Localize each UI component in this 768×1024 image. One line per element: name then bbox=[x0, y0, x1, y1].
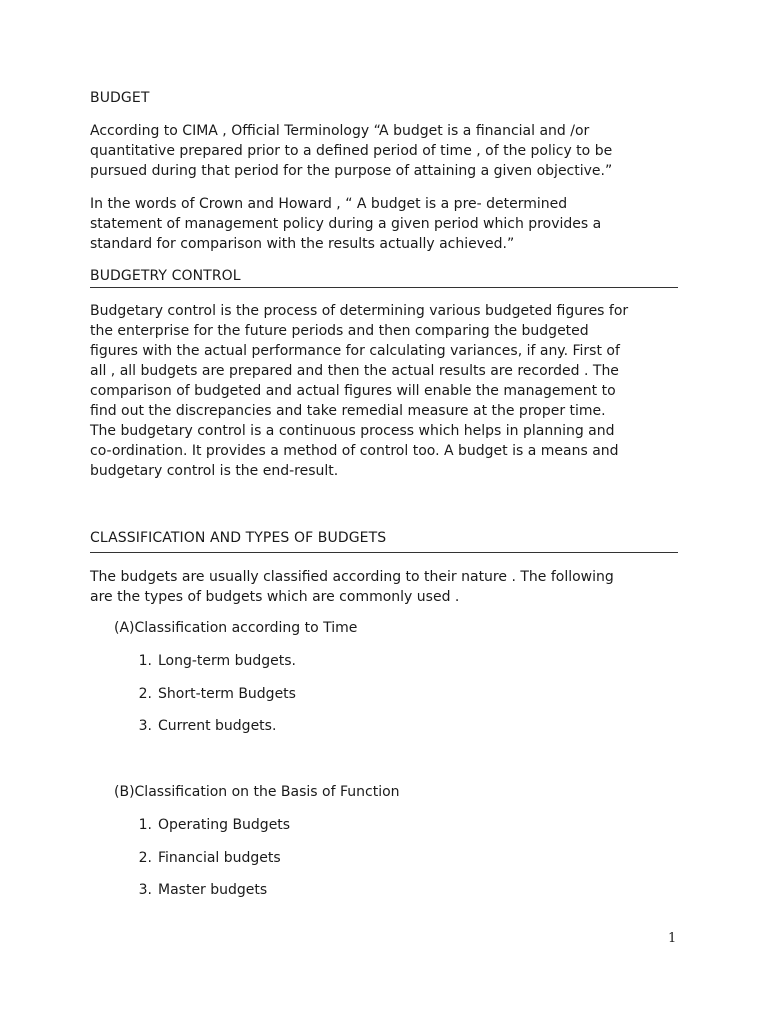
paragraph-line: find out the discrepancies and take remedial measure at the proper time. bbox=[90, 403, 606, 419]
heading-classification: CLASSIFICATION AND TYPES OF BUDGETS bbox=[90, 530, 387, 546]
paragraph-line: statement of management policy during a given period which provides a bbox=[90, 216, 602, 232]
list-item-text: Current budgets. bbox=[158, 718, 277, 734]
paragraph-line: comparison of budgeted and actual figures will enable the management to bbox=[90, 383, 616, 399]
heading-budgetry-control: BUDGETRY CONTROL bbox=[90, 268, 241, 284]
list-item-text: Operating Budgets bbox=[158, 817, 291, 833]
paragraph-line: all , all budgets are prepared and then the actual results are recorded . The bbox=[90, 363, 619, 379]
list-item-number: 1. bbox=[138, 817, 152, 833]
paragraph-line: quantitative prepared prior to a defined period of time , of the policy to be bbox=[90, 143, 613, 159]
paragraph-line: The budgets are usually classified according to their nature . The following bbox=[90, 569, 614, 585]
page-number: 1 bbox=[668, 931, 677, 946]
paragraph-line: Budgetary control is the process of determining various budgeted figures for bbox=[90, 303, 629, 319]
paragraph-line: budgetary control is the end-result. bbox=[90, 463, 339, 479]
group-a-title: (A)Classification according to Time bbox=[114, 620, 358, 636]
heading-budget: BUDGET bbox=[90, 90, 150, 106]
paragraph-line: the enterprise for the future periods and then comparing the budgeted bbox=[90, 323, 589, 339]
paragraph-crown-howard-definition bbox=[90, 194, 690, 254]
paragraph-line: are the types of budgets which are commonly used . bbox=[90, 589, 460, 605]
list-item-text: Master budgets bbox=[158, 882, 268, 898]
paragraph-line: pursued during that period for the purpose of attaining a given objective.” bbox=[90, 163, 613, 179]
paragraph-line: The budgetary control is a continuous process which helps in planning and bbox=[90, 423, 615, 439]
list-item-text: Financial budgets bbox=[158, 850, 281, 866]
group-b-title: (B)Classification on the Basis of Function bbox=[114, 784, 400, 800]
paragraph-classification-intro bbox=[90, 567, 690, 607]
paragraph-budgetary-control bbox=[90, 301, 690, 481]
list-item-number: 2. bbox=[138, 850, 152, 866]
paragraph-line: According to CIMA , Official Terminology “A budget is a financial and /or bbox=[90, 123, 590, 139]
paragraph-line: In the words of Crown and Howard , “ A budget is a pre- determined bbox=[90, 196, 568, 212]
paragraph-cima-definition bbox=[90, 121, 690, 181]
list-item-number: 3. bbox=[138, 882, 152, 898]
list-item-text: Long-term budgets. bbox=[158, 653, 297, 669]
list-item-number: 1. bbox=[138, 653, 152, 669]
list-item-number: 3. bbox=[138, 718, 152, 734]
paragraph-line: co-ordination. It provides a method of control too. A budget is a means and bbox=[90, 443, 619, 459]
paragraph-line: figures with the actual performance for calculating variances, if any. First of bbox=[90, 343, 620, 359]
list-item-number: 2. bbox=[138, 686, 152, 702]
heading-underline bbox=[90, 287, 678, 288]
heading-underline bbox=[90, 552, 678, 553]
paragraph-line: standard for comparison with the results actually achieved.” bbox=[90, 236, 515, 252]
list-item-text: Short-term Budgets bbox=[158, 686, 296, 702]
